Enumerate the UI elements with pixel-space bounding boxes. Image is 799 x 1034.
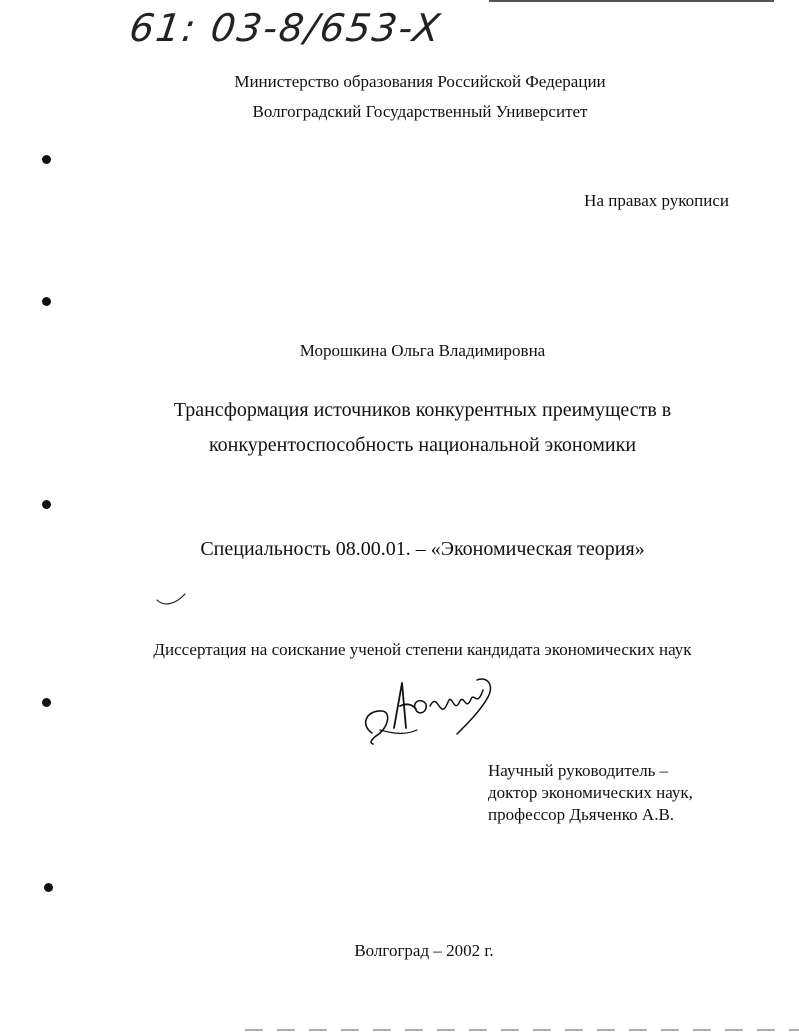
bottom-scan-noise: [245, 1029, 799, 1031]
author-name: Морошкина Ольга Владимировна: [299, 341, 546, 360]
binding-hole-mark: [42, 155, 51, 164]
supervisor-degree: доктор экономических наук,: [488, 783, 693, 802]
binding-hole-mark: [44, 883, 53, 892]
top-scan-rule: [489, 0, 774, 2]
specialty-line: Специальность 08.00.01. – «Экономическая теория»: [200, 538, 645, 560]
binding-hole-mark: [42, 500, 51, 509]
supervisor-block: [488, 760, 693, 826]
rights-note: На правах рукописи: [584, 191, 729, 210]
binding-hole-mark: [42, 297, 51, 306]
thesis-title-line-2: конкурентоспособность национальной экономики: [208, 434, 637, 456]
scan-mark: [155, 590, 187, 610]
university-heading: Волгоградский Государственный Университет: [252, 102, 588, 121]
ministry-heading: Министерство образования Российской Федерации: [234, 72, 606, 91]
dissertation-type: Диссертация на соискание ученой степени кандидата экономических наук: [153, 640, 692, 659]
city-year: Волгоград – 2002 г.: [354, 941, 494, 960]
supervisor-name: профессор Дьяченко А.В.: [488, 805, 675, 824]
supervisor-role: Научный руководитель –: [488, 761, 669, 780]
archive-code: 61: 03-8/653-X: [126, 6, 445, 50]
thesis-title-line-1: Трансформация источников конкурентных преимуществ в: [173, 399, 672, 421]
author-signature: [358, 668, 508, 748]
binding-hole-mark: [42, 698, 51, 707]
